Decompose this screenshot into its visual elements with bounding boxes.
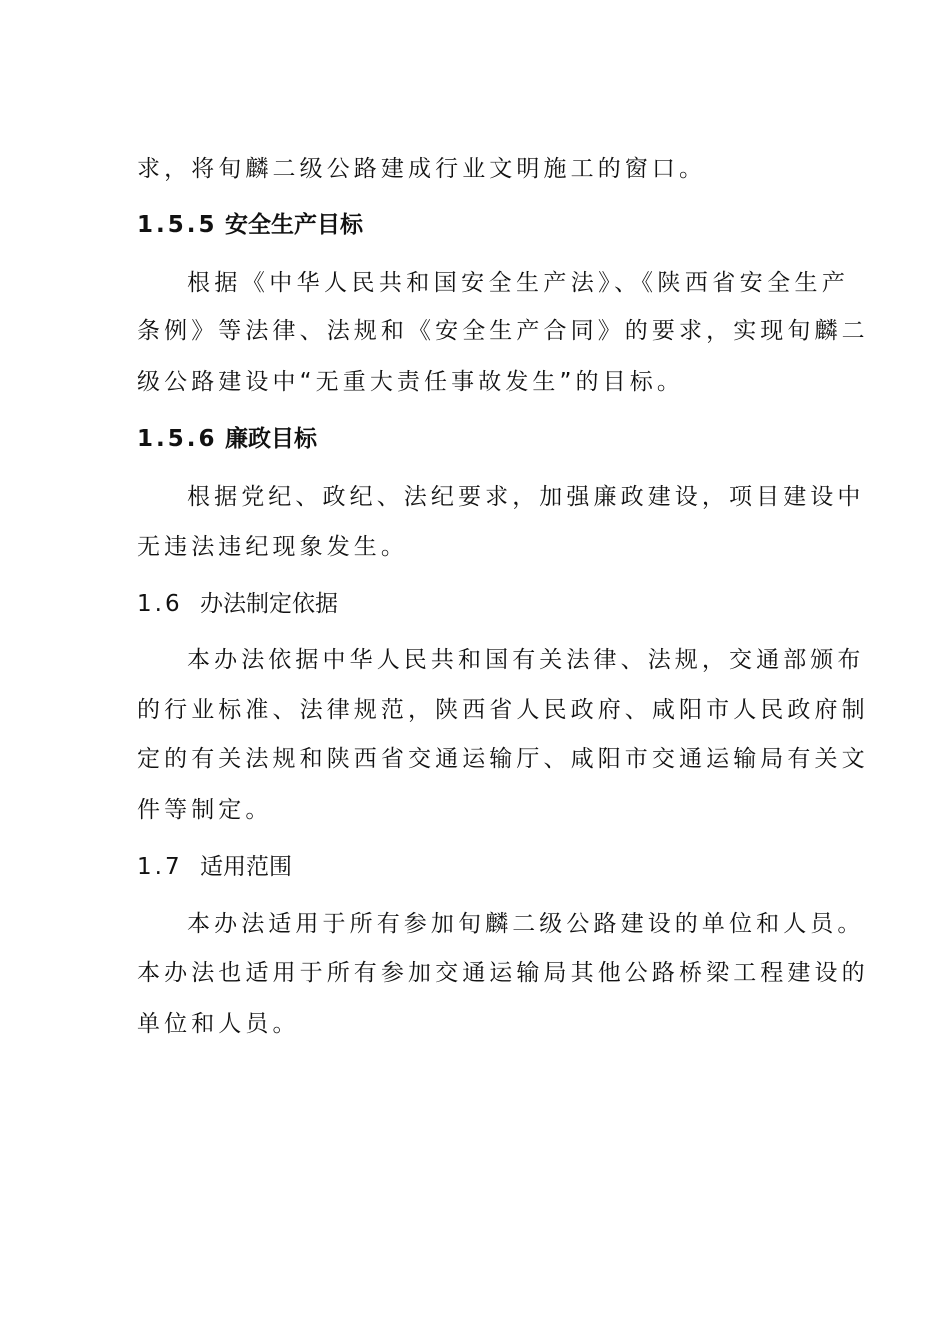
section-number: 1.7	[137, 854, 183, 880]
paragraph-line: 单位和人员。	[137, 1011, 300, 1037]
paragraph-line: 无违法违纪现象发生。	[137, 534, 408, 560]
paragraph-line: 本办法依据中华人民共和国有关法律、法规，交通部颁布	[187, 647, 865, 673]
paragraph-line: 根据党纪、政纪、法纪要求，加强廉政建设，项目建设中	[187, 484, 865, 510]
section-number: 1.5.6	[137, 426, 218, 452]
paragraph-line: 条例》等法律、法规和《安全生产合同》的要求，实现旬麟二	[137, 318, 869, 344]
paragraph-line: 求，将旬麟二级公路建成行业文明施工的窗口。	[137, 156, 707, 182]
section-title: 办法制定依据	[200, 591, 338, 617]
section-heading-1-7	[137, 852, 292, 882]
paragraph-line: 本办法也适用于所有参加交通运输局其他公路桥梁工程建设的	[137, 960, 869, 986]
section-heading-1-5-6	[137, 424, 317, 454]
paragraph-line: 定的有关法规和陕西省交通运输厅、咸阳市交通运输局有关文	[137, 746, 869, 772]
paragraph-line: 级公路建设中“无重大责任事故发生”的目标。	[137, 369, 684, 395]
section-number: 1.6	[137, 591, 183, 617]
paragraph-line: 根据《中华人民共和国安全生产法》、《陕西省安全生产	[187, 270, 849, 296]
section-heading-1-5-5	[137, 210, 363, 240]
paragraph-line: 的行业标准、法律规范，陕西省人民政府、咸阳市人民政府制	[137, 697, 869, 723]
section-heading-1-6	[137, 589, 338, 619]
paragraph-line: 件等制定。	[137, 797, 273, 823]
section-number: 1.5.5	[137, 212, 218, 238]
section-title: 安全生产目标	[225, 212, 363, 238]
section-title: 廉政目标	[225, 426, 317, 452]
section-title: 适用范围	[200, 854, 292, 880]
paragraph-line: 本办法适用于所有参加旬麟二级公路建设的单位和人员。	[187, 911, 865, 937]
